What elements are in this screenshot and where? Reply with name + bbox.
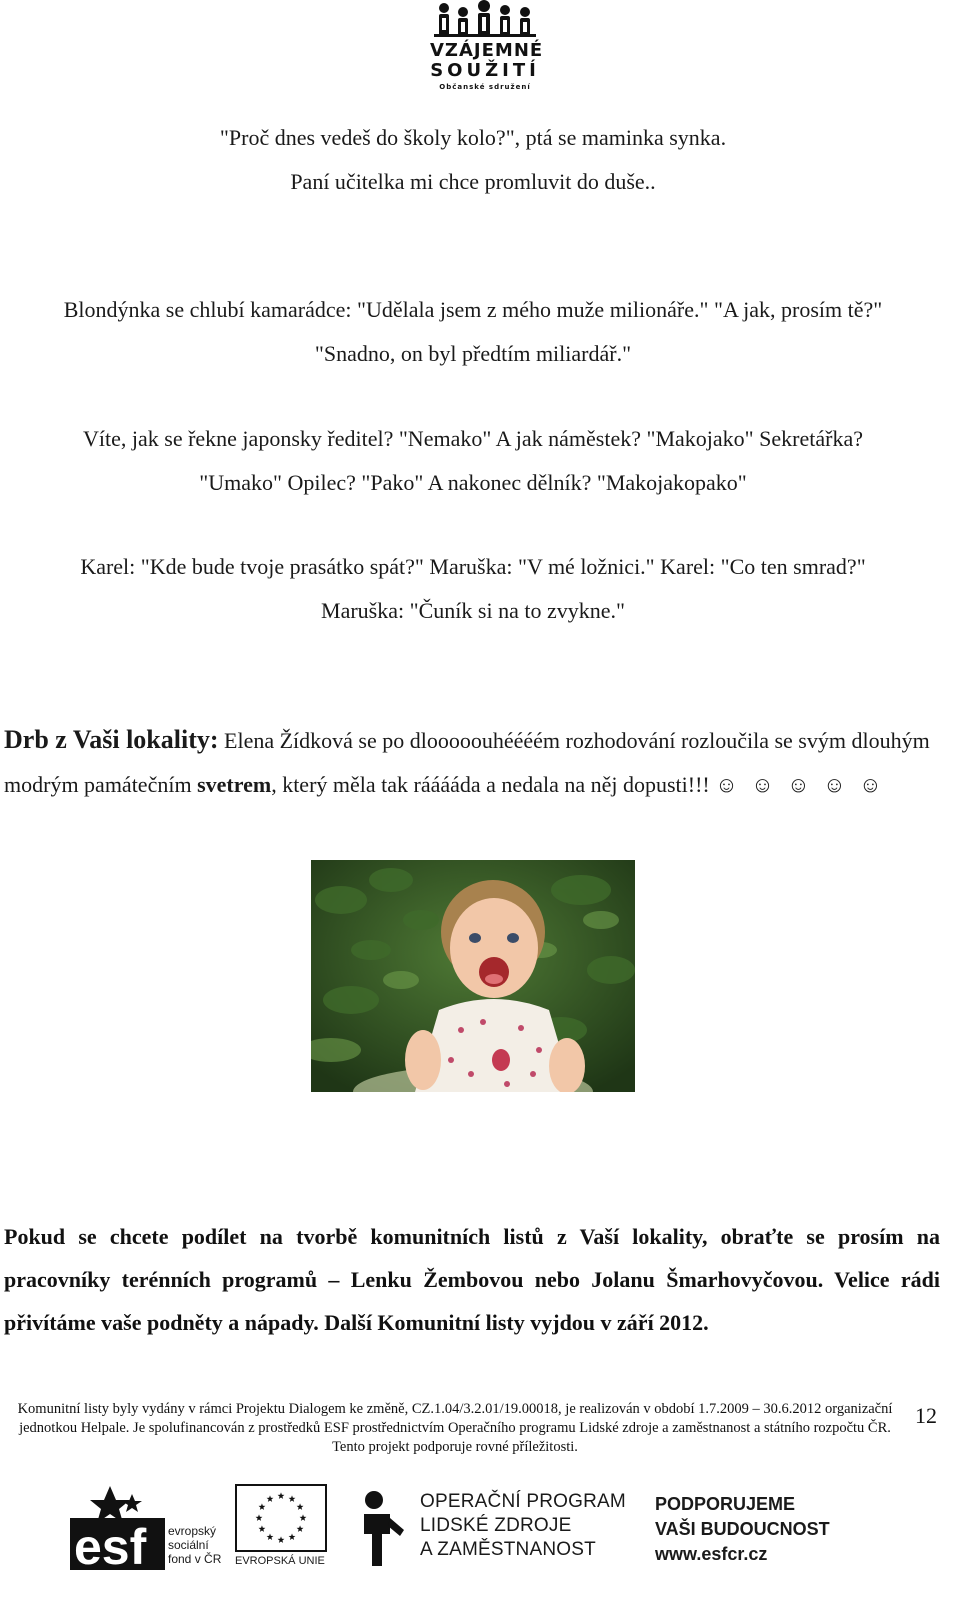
op-logo	[360, 1490, 640, 1570]
joke-line: Maruška: "Čuník si na to zvykne."	[321, 598, 625, 623]
support-line: VAŠI BUDOUCNOST	[655, 1519, 830, 1539]
footer-note: Komunitní listy byly vydány v rámci Projektu Dialogem ke změně, CZ.1.04/3.2.01/19.00018, je realizován v období 1.7.2009 – 30.6.2012 organizační jednotkou Helpale. Je spolufinancován z prostředků ESF prostřednictvím Operačního programu Lidské zdroje a zaměstnanost a státního rozpočtu ČR. Tento projekt podporuje rovné příležitosti.	[17, 1401, 893, 1455]
eu-flag-icon	[235, 1484, 327, 1554]
eu-caption: EVROPSKÁ UNIE	[235, 1555, 325, 1567]
page-number: 12	[915, 1403, 937, 1428]
gossip-text: Elena Žídková se po dlooooouhéééém rozhodování rozloučila se svým dlouhým modrým památečním	[4, 728, 930, 797]
gossip-text-end: , který měla tak rááááda a nedala na něj dopusti!!!	[271, 772, 716, 797]
baby-photo	[311, 860, 635, 1092]
joke-line: "Snadno, on byl předtím miliardář."	[314, 341, 632, 366]
joke-3	[0, 417, 946, 505]
op-line: OPERAČNÍ PROGRAM	[420, 1491, 626, 1512]
joke-line: Víte, jak se řekne japonsky ředitel? "Nemako" A jak náměstek? "Makojako" Sekretářka?	[83, 426, 863, 451]
esf-caption-line: evropský	[168, 1524, 217, 1538]
joke-line: "Proč dnes vedeš do školy kolo?", ptá se maminka synka.	[219, 125, 727, 150]
support-text	[655, 1492, 830, 1567]
baby-photo-image	[311, 860, 635, 1092]
call-to-action-paragraph: Pokud se chcete podílet na tvorbě komunitních listů z Vaší lokality, obraťte se prosím na pracovníky terénních programů – Lenku Žembovou nebo Jolanu Šmarhovyčovou. Velice rádi přivítáme vaše podněty a nápady. Další Komunitní listy vyjdou v září 2012.	[4, 1224, 940, 1335]
funding-logos	[70, 1484, 850, 1570]
gossip-heading: Drb z Vaši lokality:	[4, 725, 219, 754]
people-logo-icon	[430, 0, 540, 40]
support-line: PODPORUJEME	[655, 1494, 796, 1514]
op-text	[420, 1490, 626, 1562]
joke-line: Blondýnka se chlubí kamarádce: "Udělala jsem z mého muže milionáře." "A jak, prosím tě?"	[63, 297, 883, 322]
gossip-paragraph	[4, 718, 934, 807]
gossip-bold-word: svetrem	[197, 772, 272, 797]
op-figure-icon	[360, 1490, 406, 1566]
esf-caption-line: fond v ČR	[168, 1552, 222, 1566]
joke-2	[0, 288, 946, 376]
op-line: A ZAMĚSTNANOST	[420, 1539, 596, 1560]
op-line: LIDSKÉ ZDROJE	[420, 1515, 572, 1536]
joke-line: Paní učitelka mi chce promluvit do duše..	[290, 169, 656, 194]
joke-1	[0, 116, 946, 204]
joke-line: "Umako" Opilec? "Pako" A nakonec dělník? "Makojakopako"	[199, 470, 747, 495]
eu-logo	[235, 1484, 330, 1570]
logo-line-1: VZÁJEMNÉ	[430, 40, 544, 61]
esf-star-icon	[70, 1484, 165, 1570]
logo-line-3: Občanské sdružení	[439, 83, 531, 91]
vzajemne-souziti-logo	[430, 0, 544, 94]
logo-line-2: SOUŽITÍ	[430, 60, 540, 81]
joke-4	[0, 545, 946, 633]
support-url: www.esfcr.cz	[655, 1544, 768, 1564]
esf-caption-line: sociální	[168, 1538, 209, 1552]
esf-caption	[168, 1524, 221, 1566]
smiley-icons: ☺ ☺ ☺ ☺ ☺	[715, 772, 886, 797]
esf-mark: esf	[74, 1519, 147, 1570]
esf-logo	[70, 1484, 235, 1570]
joke-line: Karel: "Kde bude tvoje prasátko spát?" Maruška: "V mé ložnici." Karel: "Co ten smrad?"	[80, 554, 866, 579]
